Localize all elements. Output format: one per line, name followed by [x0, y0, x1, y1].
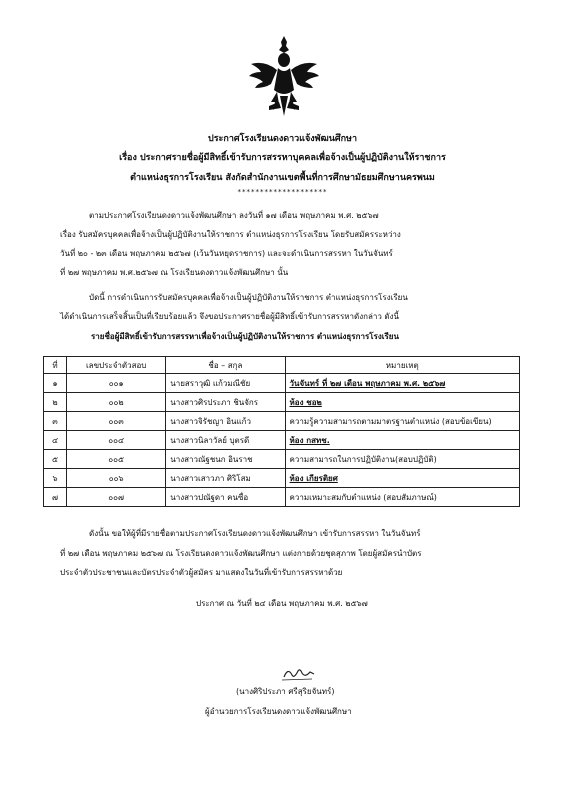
cell-note: ห้อง ชอ๒: [285, 393, 520, 412]
cell-number: ๓: [44, 412, 67, 431]
table-row: [44, 450, 520, 469]
cell-name: นางสาวเสาวภา ศิริโสม: [166, 469, 285, 488]
cell-exam-id: ๐๐๗: [67, 488, 166, 507]
garuda-emblem: [247, 34, 321, 120]
paragraph-1-line-2: เรื่อง รับสมัครบุคคลเพื่อจ้างเป็นผู้ปฏิบัติงานให้ราชการ ตำแหน่งธุรการโรงเรียน โดยรับสมัครระหว่าง: [60, 230, 401, 239]
paragraph-1-line-4: ที่ ๒๗ พฤษภาคม พ.ศ.๒๕๖๗ ณ โรงเรียนดงดาวแจ้งพัฒนศึกษา นั้น: [60, 268, 289, 277]
cell-note: ความสามารถในการปฏิบัติงาน(สอบปฏิบัติ): [285, 450, 520, 469]
header-name: ชื่อ – สกุล: [166, 357, 285, 374]
header-number: ที่: [44, 357, 67, 374]
paragraph-1-line-1: ตามประกาศโรงเรียนดงดาวแจ้งพัฒนศึกษา ลงวันที่ ๑๗ เดือน พฤษภาคม พ.ศ. ๒๕๖๗: [89, 211, 379, 220]
cell-number: ๕: [44, 450, 67, 469]
header-note: หมายเหตุ: [285, 357, 520, 374]
header-exam-id: เลขประจำตัวสอบ: [67, 357, 166, 374]
cell-exam-id: ๐๐๑: [67, 374, 166, 393]
paragraph-3-line-1: ดังนั้น ขอให้ผู้ที่มีรายชื่อตามประกาศโรงเรียนดงดาวแจ้งพัฒนศึกษา เข้ารับการสรรหา ในวันจันทร์: [89, 529, 421, 538]
signatory-name: (นางศิริประภา ศรีสุริยจันทร์): [236, 687, 335, 696]
paragraph-2-line-1: บัดนี้ การดำเนินการรับสมัครบุคคลเพื่อจ้างเป็นผู้ปฏิบัติงานให้ราชการ ตำแหน่งธุรการโรงเรียน: [89, 293, 408, 302]
announcement-subject: เรื่อง ประกาศรายชื่อผู้มีสิทธิ์เข้ารับการสรรหาบุคคลเพื่อจ้างเป็นผู้ปฏิบัติงานให้ราชการ: [119, 153, 446, 163]
cell-name: นายสราวุฒิ แก้วมณีชัย: [166, 374, 285, 393]
table-row: [44, 412, 520, 431]
table-row: [44, 469, 520, 488]
cell-name: นางสาวนิลาวัลย์ บุตรดี: [166, 431, 285, 450]
cell-number: ๖: [44, 469, 67, 488]
table-row: [44, 374, 520, 393]
cell-exam-id: ๐๐๕: [67, 450, 166, 469]
handwritten-signature: [270, 663, 330, 683]
separator-stars: ********************: [237, 188, 328, 196]
cell-note: ห้อง เกียรติยศ: [285, 469, 520, 488]
table-header-row: [44, 357, 520, 374]
cell-note: ห้อง กสทช.: [285, 431, 520, 450]
cell-exam-id: ๐๐๖: [67, 469, 166, 488]
cell-exam-id: ๐๐๔: [67, 431, 166, 450]
candidate-table: [43, 356, 520, 507]
cell-number: ๒: [44, 393, 67, 412]
cell-number: ๗: [44, 488, 67, 507]
table-row: [44, 431, 520, 450]
cell-exam-id: ๐๐๓: [67, 412, 166, 431]
signatory-position: ผู้อำนวยการโรงเรียนดงดาวแจ้งพัฒนศึกษา: [205, 707, 352, 716]
paragraph-3-line-3: ประจำตัวประชาชนและบัตรประจำตัวผู้สมัคร มาแสดงในวันที่เข้ารับการสรรหาด้วย: [60, 568, 343, 577]
cell-note: วันจันทร์ ที่ ๒๗ เดือน พฤษภาคม พ.ศ. ๒๕๖๗: [285, 374, 520, 393]
cell-name: นางสาวปณัฐดา คนซื่อ: [166, 488, 285, 507]
cell-note: ความเหมาะสมกับตำแหน่ง (สอบสัมภาษณ์): [285, 488, 520, 507]
cell-name: นางสาวณัฐชนก อินราช: [166, 450, 285, 469]
paragraph-2-line-2: ได้ดำเนินการเสร็จสิ้นเป็นที่เรียบร้อยแล้ว จึงขอประกาศรายชื่อผู้มีสิทธิ์เข้ารับการสรรหาดังกล่าว ดังนี้: [60, 312, 399, 321]
table-row: [44, 393, 520, 412]
cell-name: นางสาวจิรัชญา อินแก้ว: [166, 412, 285, 431]
table-row: [44, 488, 520, 507]
announcement-title: ประกาศโรงเรียนดงดาวแจ้งพัฒนศึกษา: [207, 134, 358, 144]
cell-number: ๑: [44, 374, 67, 393]
paragraph-3-line-2: ที่ ๒๗ เดือน พฤษภาคม ๒๕๖๗ ณ โรงเรียนดงดาวแจ้งพัฒนศึกษา แต่งกายด้วยชุดสุภาพ โดยผู้สมัครนำบัตร: [60, 549, 422, 558]
cell-note: ความรู้ความสามารถตามมาตรฐานตำแหน่ง (สอบข้อเขียน): [285, 412, 520, 431]
cell-name: นางสาวศิรประภา ชินจักร: [166, 393, 285, 412]
announcement-subject-line2: ตำแหน่งธุรการโรงเรียน สังกัดสำนักงานเขตพื้นที่การศึกษามัธยมศึกษานครพนม: [130, 173, 435, 183]
cell-number: ๔: [44, 431, 67, 450]
paragraph-1-line-3: วันที่ ๒๐ - ๒๓ เดือน พฤษภาคม ๒๕๖๗ (เว้นวันหยุดราชการ) และจะดำเนินการสรรหา ในวันจันทร์: [60, 249, 393, 258]
announcement-date: ประกาศ ณ วันที่ ๒๔ เดือน พฤษภาคม พ.ศ. ๒๕๖๗: [196, 599, 368, 608]
list-heading: รายชื่อผู้มีสิทธิ์เข้ารับการสรรหาเพื่อจ้างเป็นผู้ปฏิบัติงานให้ราชการ ตำแหน่งธุรการโรงเรียน: [91, 332, 399, 341]
cell-exam-id: ๐๐๒: [67, 393, 166, 412]
